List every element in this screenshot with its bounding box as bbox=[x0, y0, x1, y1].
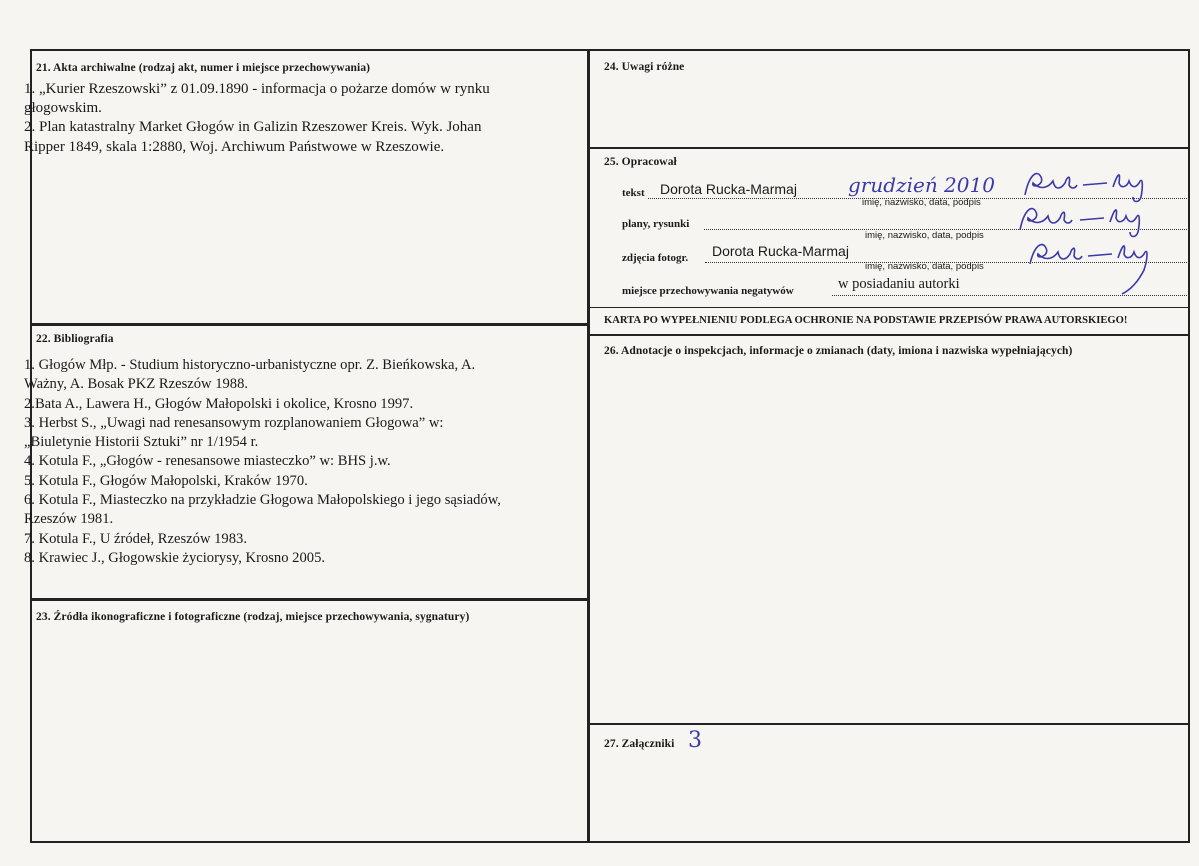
section-21-title: 21. Akta archiwalne (rodzaj akt, numer i miejsce przechowywania) bbox=[36, 62, 371, 74]
top-border bbox=[30, 49, 1190, 51]
section-21-line: 1. „Kurier Rzeszowski” z 01.09.1890 - informacja o pożarze domów w rynku bbox=[24, 81, 490, 97]
copyright-notice: KARTA PO WYPEŁNIENIU PODLEGA OCHRONIE NA PODSTAWIE PRZEPISÓW PRAWA AUTORSKIEGO! bbox=[604, 315, 1128, 326]
bibliography-list bbox=[24, 356, 584, 568]
section-22-title: 22. Bibliografia bbox=[36, 333, 114, 345]
tekst-label: tekst bbox=[622, 187, 645, 199]
section-21-line: 2. Plan katastralny Market Głogów in Galizin Rzeszower Kreis. Wyk. Johan bbox=[24, 119, 482, 136]
negatywy-dotted-line bbox=[832, 295, 1189, 296]
attachments-count: 3 bbox=[688, 728, 702, 753]
zdjecia-author: Dorota Rucka-Marmaj bbox=[712, 243, 849, 259]
signature-3 bbox=[1022, 236, 1172, 296]
bibliography-entry: Ważny, A. Bosak PKZ Rzeszów 1988. bbox=[24, 376, 249, 393]
divider-24-25 bbox=[589, 147, 1189, 149]
divider-25-26 bbox=[589, 334, 1189, 336]
section-26-title: 26. Adnotacje o inspekcjach, informacje o zmianach (daty, imiona i nazwiska wypełniających) bbox=[604, 345, 1073, 357]
signature-1 bbox=[1015, 165, 1165, 205]
bibliography-entry: 3. Herbst S., „Uwagi nad renesansowym rozplanowaniem Głogowa” w: bbox=[24, 414, 444, 431]
bibliography-entry: 2.Bata A., Lawera H., Głogów Małopolski i okolice, Krosno 1997. bbox=[24, 395, 414, 412]
plany-caption: imię, nazwisko, data, podpis bbox=[865, 230, 984, 241]
section-27-title: 27. Załączniki bbox=[604, 738, 675, 750]
divider-22-23 bbox=[30, 598, 588, 601]
zdjecia-label: zdjęcia fotogr. bbox=[622, 252, 689, 264]
section-21-text bbox=[24, 80, 584, 157]
tekst-author: Dorota Rucka-Marmaj bbox=[660, 181, 797, 197]
negatywy-value: w posiadaniu autorki bbox=[838, 276, 960, 292]
section-21-line: głogowskim. bbox=[24, 100, 102, 117]
section-25-title: 25. Opracował bbox=[604, 156, 677, 168]
section-21-line: Ripper 1849, skala 1:2880, Woj. Archiwum Państwowe w Rzeszowie. bbox=[24, 138, 445, 155]
bibliography-entry: 6. Kotula F., Miasteczko na przykładzie Głogowa Małopolskiego i jego sąsiadów, bbox=[24, 492, 501, 509]
section-23-title: 23. Źródła ikonograficzne i fotograficzne (rodzaj, miejsce przechowywania, sygnatury) bbox=[36, 611, 470, 623]
negatywy-label: miejsce przechowywania negatywów bbox=[622, 285, 794, 297]
divider-25-notice bbox=[589, 307, 1189, 308]
bibliography-entry: 5. Kotula F., Głogów Małopolski, Kraków 1970. bbox=[24, 472, 308, 489]
bibliography-entry: 1. Głogów Młp. - Studium historyczno-urbanistyczne opr. Z. Bieńkowska, A. bbox=[24, 357, 476, 373]
bibliography-entry: „Biuletynie Historii Sztuki” nr 1/1954 r. bbox=[24, 434, 259, 451]
divider-26-27 bbox=[589, 723, 1189, 725]
divider-21-22 bbox=[30, 323, 588, 326]
plany-label: plany, rysunki bbox=[622, 218, 690, 230]
tekst-handwritten-date: grudzień 2010 bbox=[848, 173, 995, 197]
bibliography-entry: Rzeszów 1981. bbox=[24, 511, 114, 528]
bottom-border bbox=[30, 841, 1190, 843]
tekst-caption: imię, nazwisko, data, podpis bbox=[862, 197, 981, 208]
bibliography-entry: 7. Kotula F., U źródeł, Rzeszów 1983. bbox=[24, 530, 247, 547]
signature-2 bbox=[1010, 200, 1165, 240]
section-24-title: 24. Uwagi różne bbox=[604, 61, 685, 73]
zdjecia-caption: imię, nazwisko, data, podpis bbox=[865, 261, 984, 272]
bibliography-entry: 8. Krawiec J., Głogowskie życiorysy, Krosno 2005. bbox=[24, 549, 326, 566]
bibliography-entry: 4. Kotula F., „Głogów - renesansowe miasteczko” w: BHS j.w. bbox=[24, 453, 391, 470]
